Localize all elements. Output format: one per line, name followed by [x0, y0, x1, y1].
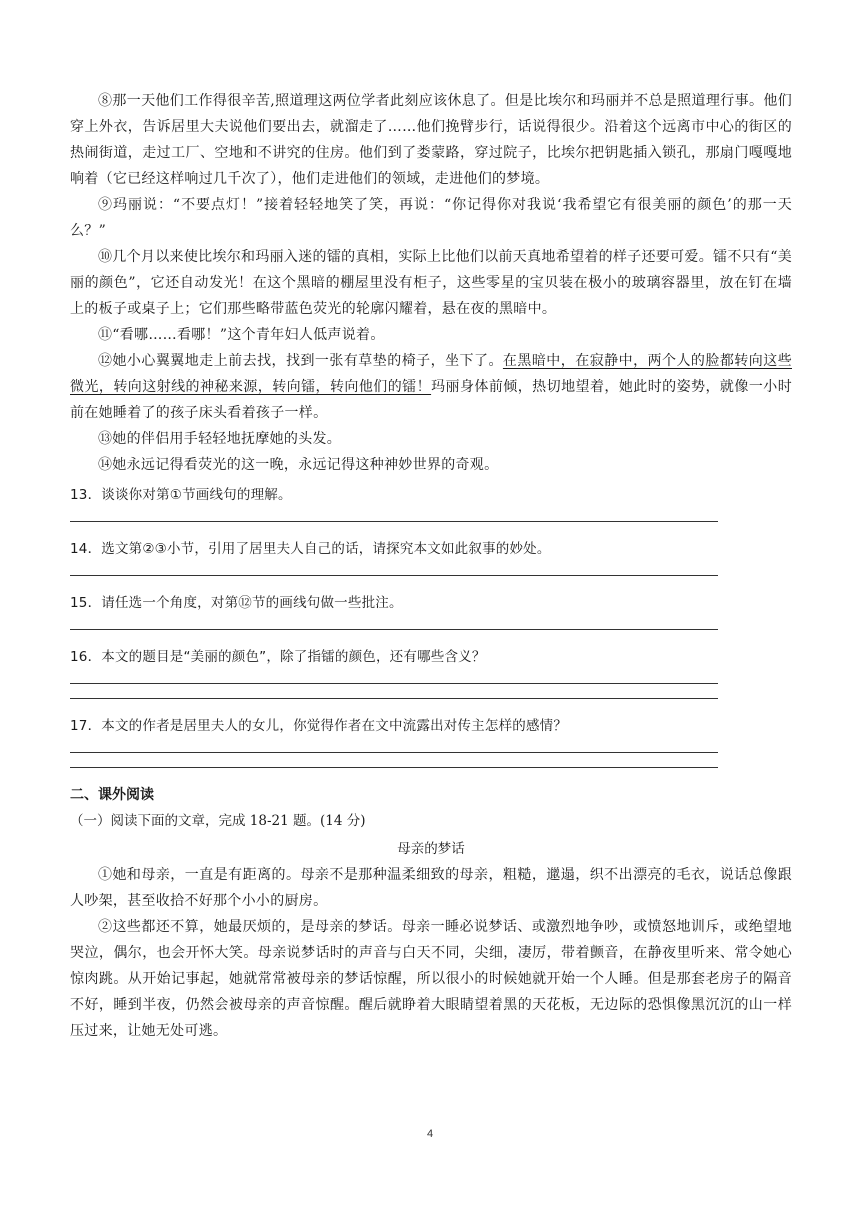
question-text: 17．本文的作者是居里夫人的女儿，你觉得作者在文中流露出对传主怎样的感情？ — [70, 718, 568, 734]
paragraph-11: ⑪“看哪……看哪！”这个青年妇人低声说着。 — [98, 327, 385, 343]
answer-line[interactable] — [70, 698, 718, 699]
answer-line[interactable] — [70, 575, 718, 576]
answer-line[interactable] — [70, 767, 718, 768]
question-17 — [70, 713, 792, 768]
page-number: 4 — [426, 1128, 434, 1140]
question-13 — [70, 482, 792, 522]
article-paragraph-1: ①她和母亲，一直是有距离的。母亲不是那种温柔细致的母亲，粗糙，邋遢，织不出漂亮的毛衣，说话总像跟人吵架，甚至收拾不好那个小小的厨房。 — [70, 867, 792, 909]
question-text: 13．谈谈你对第①节画线句的理解。 — [70, 487, 292, 503]
underlined-sentence: 在黑暗中，在寂静中，两个人的脸都转向这些微光，转向这射线的神秘来源，转向镭，转向他们的镭！ — [70, 353, 792, 395]
question-text: 15．请任选一个角度，对第⑫节的画线句做一些批注。 — [70, 595, 403, 611]
article-paragraph-2: ②这些都还不算，她最厌烦的，是母亲的梦话。母亲一睡必说梦话、或激烈地争吵，或愤怒地训斥，或绝望地哭泣，偶尔，也会开怀大笑。母亲说梦话时的声音与白天不同，尖细，凄厉，带着颤音，在静夜里听来、常令她心惊肉跳。从开始记事起，她就常常被母亲的梦话惊醒，所以很小的时候她就开始一个人睡。但是那套老房子的隔音不好，睡到半夜，仍然会被母亲的声音惊醒。醒后就睁着大眼睛望着黑的天花板，无边际的恐惧像黑沉沉的山一样压过来，让她无处可逃。 — [70, 919, 792, 1039]
answer-line[interactable] — [70, 521, 718, 522]
answer-line[interactable] — [70, 683, 718, 684]
answer-line[interactable] — [70, 752, 718, 753]
paragraph-8: ⑧那一天他们工作得很辛苦,照道理这两位学者此刻应该休息了。但是比埃尔和玛丽并不总是照道理行事。他们穿上外衣，告诉居里大夫说他们要出去，就溜走了……他们挽臂步行，话说得很少。沿着这个远离市中心的街区的热闹街道，走过工厂、空地和不讲究的住房。他们到了娄蒙路，穿过院子，比埃尔把钥匙插入锁孔，那扇门嘎嘎地响着（它已经这样响过几千次了），他们走进他们的领域，走进他们的梦境。 — [70, 93, 792, 187]
article-title: 母亲的梦话 — [397, 841, 465, 857]
paragraph-12-intro: ⑫她小心翼翼地走上前去找，找到一张有草垫的椅子，坐下了。 — [98, 353, 503, 369]
question-text: 14．选文第②③小节，引用了居里夫人自己的话，请探究本文如此叙事的妙处。 — [70, 541, 551, 557]
question-16 — [70, 644, 792, 699]
paragraph-10: ⑩几个月以来使比埃尔和玛丽入迷的镭的真相，实际上比他们以前天真地希望着的样子还要可爱。镭不只有“美丽的颜色”，它还自动发光！在这个黑暗的棚屋里没有柜子，这些零星的宝贝装在极小的玻璃容器里，放在钉在墙上的板子或桌子上；它们那些略带蓝色荧光的轮廓闪耀着，悬在夜的黑暗中。 — [70, 249, 792, 317]
question-text: 16．本文的题目是“美丽的颜色”，除了指镭的颜色，还有哪些含义？ — [70, 649, 486, 665]
paragraph-12-rest: 玛丽身体前倾，热切地望着，她此时的姿势，就像一小时前在她睡着了的孩子床头看着孩子一样。 — [70, 379, 793, 421]
section-title: 二、课外阅读 — [70, 787, 154, 803]
paragraph-13: ⑬她的伴侣用手轻轻地抚摩她的头发。 — [98, 431, 342, 447]
question-14 — [70, 536, 792, 576]
section-instruction: （一）阅读下面的文章，完成 18-21 题。(14 分) — [70, 813, 366, 829]
answer-line[interactable] — [70, 629, 718, 630]
paragraph-12 — [70, 348, 792, 426]
question-15 — [70, 590, 792, 630]
paragraph-14: ⑭她永远记得看荧光的这一晚，永远记得这种神妙世界的奇观。 — [98, 457, 499, 473]
paragraph-9: ⑨玛丽说：“不要点灯！”接着轻轻地笑了笑，再说：“你记得你对我说‘我希望它有很美丽的颜色’的那一天么？” — [70, 197, 792, 239]
page-content — [70, 88, 792, 1044]
